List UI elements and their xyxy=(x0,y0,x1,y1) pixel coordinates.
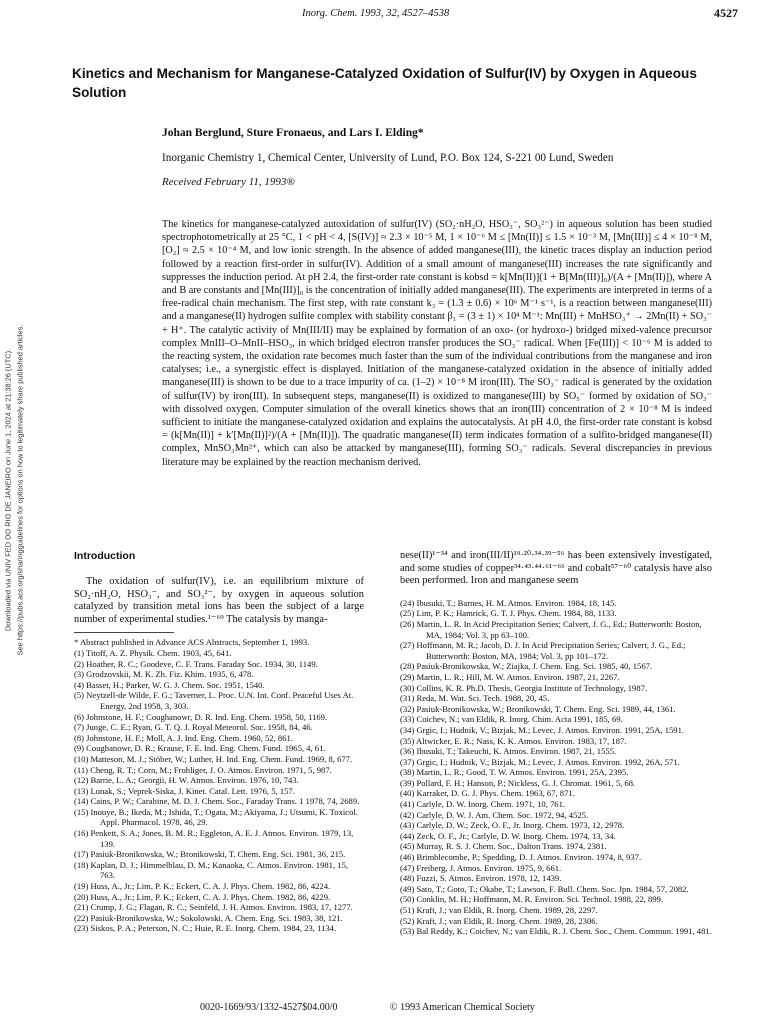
reference-item: (32) Pasiuk-Bronikowska, W.; Bronikowski, T. Chem. Eng. Sci. 1989, 44, 1361. xyxy=(400,703,676,714)
reference-item: (9) Coughanowr, D. R.; Krause, F. E. Ind. Eng. Chem. Fund. 1965, 4, 61. xyxy=(74,743,326,754)
reference-item: (53) Bal Reddy, K.; Coichev, N.; van Eldik, R. J. Chem. Soc., Chem. Commun. 1991, 481. xyxy=(400,926,712,937)
reference-list-right xyxy=(400,598,712,937)
reference-item: (44) Zeck, O. F., Jr.; Carlyle, D. W. Inorg. Chem. 1974, 13, 34. xyxy=(400,830,616,841)
reference-item: (49) Sato, T.; Goto, T.; Okabe, T.; Lawson, F. Bull. Chem. Soc. Jpn. 1984, 57, 2082. xyxy=(400,883,689,894)
reference-item: (46) Brimblecombe, P.; Spedding, D. J. Atmos. Environ. 1974, 8, 937. xyxy=(400,852,642,863)
right-column xyxy=(400,550,712,937)
reference-item: (7) Junge, C. E.; Ryan, G. T. Q. J. Royal Meteorol. Soc. 1958, 84, 46. xyxy=(74,722,313,733)
download-notice: Downloaded via UNIV FED DO RIO DE JANEIRO on June 1, 2024 at 21:38:26 (UTC). xyxy=(3,348,13,632)
reference-item: (20) Huss, A., Jr.; Lim, P. K.; Eckert, C. A. J. Phys. Chem. 1982, 86, 4229. xyxy=(74,891,331,902)
reference-item: (21) Crump, J. G.; Flagan, R. C.; Seinfeld, J. H. Atmos. Environ. 1983, 17, 1277. xyxy=(74,902,353,913)
reference-item: (48) Fuzzi, S. Atmos. Environ. 1978, 12, 1439. xyxy=(400,873,562,884)
reference-item: (39) Pollard, F. H.; Hanson, P.; Nickless, G. J. Chromat. 1961, 5, 68. xyxy=(400,777,636,788)
reference-item: (40) Karraker, D. G. J. Phys. Chem. 1963, 67, 871. xyxy=(400,788,575,799)
reference-item: (51) Kraft, J.; van Eldik, R. Inorg. Chem. 1989, 28, 2297. xyxy=(400,905,598,915)
article-title: Kinetics and Mechanism for Manganese-Catalyzed Oxidation of Sulfur(IV) by Oxygen in Aqueous Solution xyxy=(72,66,697,100)
download-watermark xyxy=(0,260,28,720)
reference-item: (6) Johnstone, H. F.; Coughanowr, D. R. Ind. Eng. Chem. 1958, 50, 1169. xyxy=(74,711,328,722)
reference-item: (13) Lunak, S.; Veprek-Siska, J. Kinet. Catal. Lett. 1976, 5, 157. xyxy=(74,785,295,796)
reference-item: (43) Carlyle, D. W.; Zeck, O. F., Jr. Inorg. Chem. 1973, 12, 2978. xyxy=(400,820,625,831)
journal-citation: Inorg. Chem. 1993, 32, 4527–4538 xyxy=(302,8,450,19)
reference-item: (31) Reda, M. Wat. Sci. Tech. 1988, 20, 45. xyxy=(400,693,550,704)
reference-item: (30) Collins, K. R. Ph.D. Thesis, Georgia Institute of Technology, 1987. xyxy=(400,682,648,693)
reference-item: (5) Neytzell-de Wilde, F. G.; Taverner, L. Proc. U.N. Int. Conf. Peaceful Uses At. Energy, 2nd 1958, 3, 303. xyxy=(74,690,354,711)
reference-item: (47) Freiberg, J. Atmos. Environ. 1975, 9, 661. xyxy=(400,862,562,873)
reference-item: (24) Ibusuki, T.; Barnes, H. M. Atmos. Environ. 1984, 18, 145. xyxy=(400,597,617,608)
intro-paragraph: The oxidation of sulfur(IV), i.e. an equilibrium mixture of SO₂·nH₂O, HSO₃⁻, and SO₃²⁻, by oxygen in aqueous solution catalyzed by transition metal ions has been the subject of a large number of experimental studies.¹⁻⁶⁹ The catalysis by manga- xyxy=(74,576,364,625)
reference-item: (22) Pasiuk-Bronikowska, W.; Sokolowski, A. Chem. Eng. Sci. 1983, 38, 121. xyxy=(74,912,343,923)
article-code: 0020-1669/93/1332-4527$04.00/0 xyxy=(200,1002,338,1013)
reference-item: (25) Lim, P. K.; Hamrick, G. T. J. Phys. Chem. 1984, 88, 1133. xyxy=(400,608,617,619)
reference-item: (4) Basset, H.; Parker, W. G. J. Chem. Soc. 1951, 1540. xyxy=(74,679,265,690)
reference-item: (15) Inouye, B.; Ikeda, M.; Ishida, T.; Ogata, M.; Akiyama, J.; Utsumi, K. Toxicol. Appl. Pharmacol. 1978, 46, 29. xyxy=(74,806,358,828)
reference-item: (36) Ibusuki, T.; Takeuchi, K. Atmos. Environ. 1987, 21, 1555. xyxy=(400,746,617,757)
left-column xyxy=(74,550,364,934)
reference-item: (18) Kaplan, D. J.; Himmelblau, D. M.; Kanaoka, C. Atmos. Environ. 1981, 15, 763. xyxy=(74,859,349,881)
reference-item: (2) Hoather, R. C.; Goodeve, C. F. Trans. Faraday Soc. 1934, 30, 1149. xyxy=(74,658,318,669)
footnotes xyxy=(74,637,364,648)
reference-item: (17) Pasiuk-Bronikowska, W.; Bronikowski, T. Chem. Eng. Sci. 1981, 36, 215. xyxy=(74,849,346,860)
abstract-footnote: * Abstract published in Advance ACS Abstracts, September 1, 1993. xyxy=(74,637,310,648)
reference-item: (28) Pasiuk-Bronikowska, W.; Ziajka, J. Chem. Eng. Sci. 1985, 40, 1567. xyxy=(400,661,653,672)
section-heading: Introduction xyxy=(74,550,136,562)
reference-item: (26) Martin, L. R. In Acid Precipitation Series; Calvert, J. G., Ed.; Butterworth: Boston, MA, 1984; Vol. 3, pp 63–100. xyxy=(400,618,702,640)
reference-item: (3) Grodzovskii, M. K. Zh. Fiz. Khim. 1935, 6, 478. xyxy=(74,669,254,680)
reference-item: (33) Coichev, N.; van Eldik, R. Inorg. Chim. Acta 1991, 185, 69. xyxy=(400,714,623,725)
reference-item: (14) Cains, P. W.; Carabine, M. D. J. Chem. Soc., Faraday Trans. 1 1978, 74, 2689. xyxy=(74,796,360,807)
reference-item: (11) Cheng, R. T.; Corn, M.; Frohliger, J. O. Atmos. Environ. 1971, 5, 987. xyxy=(74,764,332,775)
abstract: The kinetics for manganese-catalyzed autoxidation of sulfur(IV) (SO₂·nH₂O, HSO₃⁻, SO₃²⁻) in aqueous solution has been studied spectrophotometrically at 25 °C, 1 < pH < 4, [S(IV)] ≈ 2.3 × 10⁻⁵ M, 1 × 10⁻⁶ M ≤ [Mn(II)] ≤ 1.5 × 10⁻³ M, [Mn(III)] ≤ 4 × 10⁻⁸ M, [O₂] ≈ 2.5 × 10⁻⁴ M, and low ionic strength. In the absence of added manganese(III), the kinetic traces display an induction period followed by a reaction first-order in sulfur(IV). Addition of a small amount of manganese(III) increases the rate significantly and suppresses the induction period. At pH 2.4, the first-order rate constant is kobsd = k[Mn(II)](1 + B[Mn(III)]₀)/(A + [Mn(II)]), where A and B are constants and [Mn(III)]₀ is the concentration of initially added manganese(III). The experiments are interpreted in terms of a free-radical chain mechanism. The first step, with rate constant k₃ = (1.3 ± 0.6) × 10⁶ M⁻¹ s⁻¹, is a reaction between manganese(III) and a manganese(II) hydrogen sulfite complex with stability constant β₁ = (3 ± 1) × 10⁴ M⁻¹: Mn(III) + MnHSO₃⁺ → 2Mn(II) + SO₃⁻ + H⁺. The catalytic activity of Mn(III/II) may be explained by formation of an oxo- (or hydroxo-) bridged mixed-valence precursor complex MnIII–O–MnII–HSO₃, in which bridged electron transfer produces the SO₃⁻ radical. When [Fe(III)] < 10⁻⁶ M is added to the reacting system, the oxidation rate becomes much faster than the sum of the individual contributions from the manganese and iron catalyses; i.e., a synergistic effect is displayed. Initiation of the manganese-catalyzed oxidation in the absence of initially added manganese(III) is shown to be due to a trace impurity of ca. (1–2) × 10⁻⁸ M iron(III). The SO₃⁻ radical is generated by the oxidation of sulfur(IV) by iron(III). In subsequent steps, manganese(II) is oxidized to manganese(III) by SO₅⁻ formed by oxidation of SO₃⁻ with dissolved oxygen. Computer simulation of the overall kinetics shows that an iron(III) concentration of 2 × 10⁻⁸ M is indeed sufficient to initiate the manganese-catalyzed oxidation and explains the autocatalysis. At pH 4.0, the first-order rate constant is kobsd = (k[Mn(II)] + k′[Mn(II)]²)/(A + [Mn(II)]). The quadratic manganese(II) term indicates formation of a sulfito-bridged manganese(II) complex, MnSO₃Mn²⁺, which can also be attacked by manganese(III), forming SO₃⁻ radicals. Several discrepancies in previous literature may be explained by the reaction mechanism derived. xyxy=(162,219,712,468)
footnote-rule xyxy=(74,632,174,633)
reference-item: (35) Altwicker, E. R.; Nass, K. K. Atmos. Environ. 1983, 17, 187. xyxy=(400,735,627,746)
reference-item: (23) Siskos, P. A.; Peterson, N. C.; Huie, R. E. Inorg. Chem. 1984, 23, 1134. xyxy=(74,923,337,934)
reference-item: (41) Carlyle, D. W. Inorg. Chem. 1971, 10, 761. xyxy=(400,799,566,810)
reference-item: (16) Penkett, S. A.; Jones, B. M. R.; Eggleton, A. E. J. Atmos. Environ. 1979, 13, 139. xyxy=(74,828,354,849)
reference-item: (34) Grgic, I.; Hudnik, V.; Bizjak, M.; Levec, J. Atmos. Environ. 1991, 25A, 1591. xyxy=(400,724,685,735)
article-affiliation: Inorganic Chemistry 1, Chemical Center, University of Lund, P.O. Box 124, S-221 00 Lund, Sweden xyxy=(162,152,614,164)
reference-item: (12) Barrie, L. A.; Georgii, H. W. Atmos. Environ. 1976, 10, 743. xyxy=(74,775,299,786)
reference-item: (1) Titoff, A. Z. Physik. Chem. 1903, 45, 641. xyxy=(74,647,232,658)
reference-item: (45) Murray, R. S. J. Chem. Soc., Dalton Trans. 1974, 2381. xyxy=(400,841,607,852)
reference-item: (37) Grgic, I.; Hudnik, V.; Bizjak, M.; Levec, J. Atmos. Environ. 1992, 26A, 571. xyxy=(400,756,680,767)
reference-item: (29) Martin, L. R.; Hill, M. W. Atmos. Environ. 1987, 21, 2267. xyxy=(400,671,620,682)
reference-item: (10) Matteson, M. J.; Stöber, W.; Luther, H. Ind. Eng. Chem. Fund. 1969, 8, 677. xyxy=(74,753,353,764)
page-header xyxy=(0,6,768,26)
sharing-guidelines-link[interactable]: See https://pubs.acs.org/sharingguidelines for options on how to legitimately share published articles. xyxy=(15,324,25,656)
copyright-notice: © 1993 American Chemical Society xyxy=(390,1002,535,1013)
reference-item: (42) Carlyle, D. W. J. Am. Chem. Soc. 1972, 94, 4525. xyxy=(400,809,589,820)
reference-item: (50) Conklin, M. H.; Hoffmann, M. R. Environ. Sci. Technol. 1988, 22, 899. xyxy=(400,894,664,905)
reference-item: (8) Johnstone, H. F.; Moll, A. J. Ind. Eng. Chem. 1960, 52, 861. xyxy=(74,732,293,743)
reference-item: (38) Martin, L. R.; Good, T. W. Atmos. Environ. 1991, 25A, 2395. xyxy=(400,767,629,778)
article-authors: Johan Berglund, Sture Fronaeus, and Lars I. Elding* xyxy=(162,127,424,139)
page-number: 4527 xyxy=(714,6,738,20)
reference-item: (19) Huss, A., Jr.; Lim, P. K.; Eckert, C. A. J. Phys. Chem. 1982, 86, 4224. xyxy=(74,881,331,892)
intro-paragraph-continued: nese(II)¹⁻³⁴ and iron(III/II)¹⁹·²⁰·³⁴·³⁹⁻⁵⁶ has been extensively investigated, and some studies of copper³⁴·⁴³·⁴⁴·⁶¹⁻⁶⁶ and cobalt⁵⁷⁻⁶⁰ catalysis have also been performed. Iron and manganese seem xyxy=(400,550,712,587)
reference-item: (27) Hoffmann, M. R.; Jacob, D. J. In Acid Precipitation Series; Calvert, J. G., Ed.; Butterworth: Boston, MA, 1984; Vol. 3, pp 101–172. xyxy=(400,640,686,661)
reference-list-left xyxy=(74,648,364,934)
received-date: Received February 11, 1993® xyxy=(162,176,295,188)
reference-item: (52) Kraft, J.; van Eldik, R. Inorg. Chem. 1989, 28, 2306. xyxy=(400,915,598,926)
